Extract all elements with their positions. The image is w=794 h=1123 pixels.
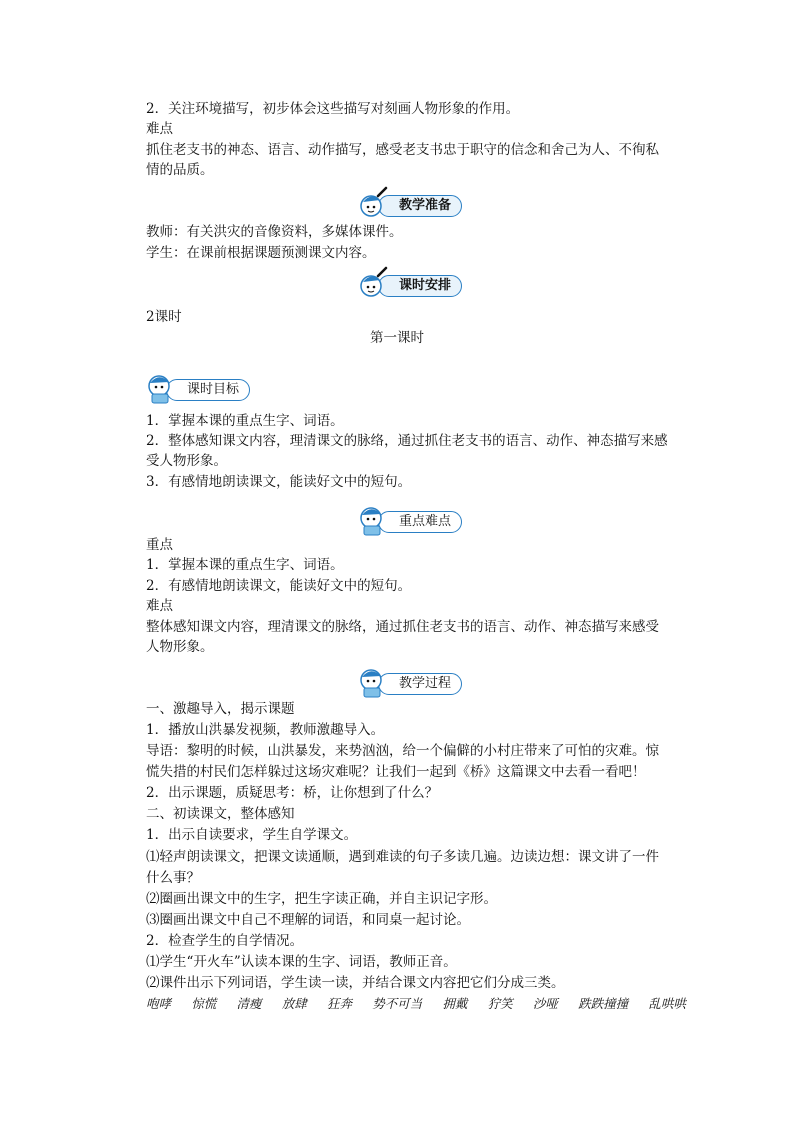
section-badge-schedule xyxy=(356,266,466,300)
vocab-word: 狂奔 xyxy=(326,996,352,1011)
text-line: 抓住老支书的神态、语言、动作描写，感受老支书忠于职守的信念和舍己为人、不徇私 xyxy=(146,142,659,158)
mascot-icon xyxy=(144,370,178,404)
text-line: 导语：黎明的时候，山洪暴发，来势汹汹，给一个偏僻的小村庄带来了可怕的灾难。惊 xyxy=(146,743,659,759)
mascot-icon xyxy=(356,266,390,300)
text-line: 慌失措的村民们怎样躲过这场灾难呢？让我们一起到《桥》这篇课文中去看一看吧！ xyxy=(146,764,646,780)
text-line: ⑵圈画出课文中的生字，把生字读正确，并自主识记字形。 xyxy=(146,891,497,907)
lesson-heading: 第一课时 xyxy=(370,330,424,346)
section-badge-process xyxy=(356,664,466,698)
vocab-word: 放肆 xyxy=(281,996,307,1011)
text-line: 人物形象。 xyxy=(146,639,214,655)
text-line: ⑴轻声朗读课文，把课文读通顺，遇到难读的句子多读几遍。边读边想：课文讲了一件 xyxy=(146,849,659,865)
vocab-word: 跌跌撞撞 xyxy=(578,996,629,1011)
badge-label: 课时目标 xyxy=(166,379,250,401)
vocab-word: 乱哄哄 xyxy=(648,996,686,1011)
badge-label: 教学准备 xyxy=(378,195,462,217)
text-line: 学生：在课前根据课题预测课文内容。 xyxy=(146,245,376,261)
text-line: 1．掌握本课的重点生字、词语。 xyxy=(146,413,344,429)
text-line: 1．播放山洪暴发视频，教师激趣导入。 xyxy=(146,722,385,738)
badge-label: 教学过程 xyxy=(378,673,462,695)
section-label: 难点 xyxy=(146,598,173,614)
vocab-word: 狞笑 xyxy=(487,996,513,1011)
badge-label: 重点难点 xyxy=(378,511,462,533)
section-label: 难点 xyxy=(146,121,173,137)
text-line: 2．关注环境描写，初步体会这些描写对刻画人物形象的作用。 xyxy=(146,101,520,117)
text-line: ⑴学生“开火车”认读本课的生字、词语，教师正音。 xyxy=(146,954,457,970)
text-line: 2课时 xyxy=(146,309,182,325)
text-line: 整体感知课文内容，理清课文的脉络，通过抓住老支书的语言、动作、神态描写来感受 xyxy=(146,619,659,635)
vocab-word: 清瘦 xyxy=(236,996,262,1011)
text-line: 3．有感情地朗读课文，能读好文中的短句。 xyxy=(146,474,412,490)
vocab-word: 惊慌 xyxy=(191,996,217,1011)
vocab-word: 拥戴 xyxy=(442,996,468,1011)
text-line: 2．检查学生的自学情况。 xyxy=(146,933,304,949)
text-line: 1．掌握本课的重点生字、词语。 xyxy=(146,557,344,573)
text-line: 2．整体感知课文内容，理清课文的脉络，通过抓住老支书的语言、动作、神态描写来感 xyxy=(146,433,668,449)
text-line: 2．有感情地朗读课文，能读好文中的短句。 xyxy=(146,578,412,594)
text-line: 2．出示课题，质疑思考：桥，让你想到了什么？ xyxy=(146,785,439,801)
text-line: ⑵课件出示下列词语，学生读一读，并结合课文内容把它们分成三类。 xyxy=(146,975,565,991)
badge-label: 课时安排 xyxy=(378,275,462,297)
vocab-word: 沙哑 xyxy=(532,996,558,1011)
mascot-icon xyxy=(356,664,390,698)
section-heading: 二、初读课文，整体感知 xyxy=(146,806,295,822)
mascot-icon xyxy=(356,502,390,536)
text-line: 情的品质。 xyxy=(146,162,214,178)
section-label: 重点 xyxy=(146,537,173,553)
mascot-icon xyxy=(356,186,390,220)
text-line: 教师：有关洪灾的音像资料，多媒体课件。 xyxy=(146,224,403,240)
section-badge-objectives xyxy=(144,370,254,404)
vocab-word: 咆哮 xyxy=(146,996,172,1011)
text-line: 什么事？ xyxy=(146,870,200,886)
section-badge-key-points xyxy=(356,502,466,536)
text-line: 1．出示自读要求，学生自学课文。 xyxy=(146,827,358,843)
text-line: 受人物形象。 xyxy=(146,453,227,469)
text-line: ⑶圈画出课文中自己不理解的词语，和同桌一起讨论。 xyxy=(146,912,470,928)
vocab-word: 势不可当 xyxy=(372,996,423,1011)
section-badge-teaching-prep xyxy=(356,186,466,220)
section-heading: 一、激趣导入，揭示课题 xyxy=(146,701,295,717)
vocabulary-list xyxy=(146,995,686,1013)
